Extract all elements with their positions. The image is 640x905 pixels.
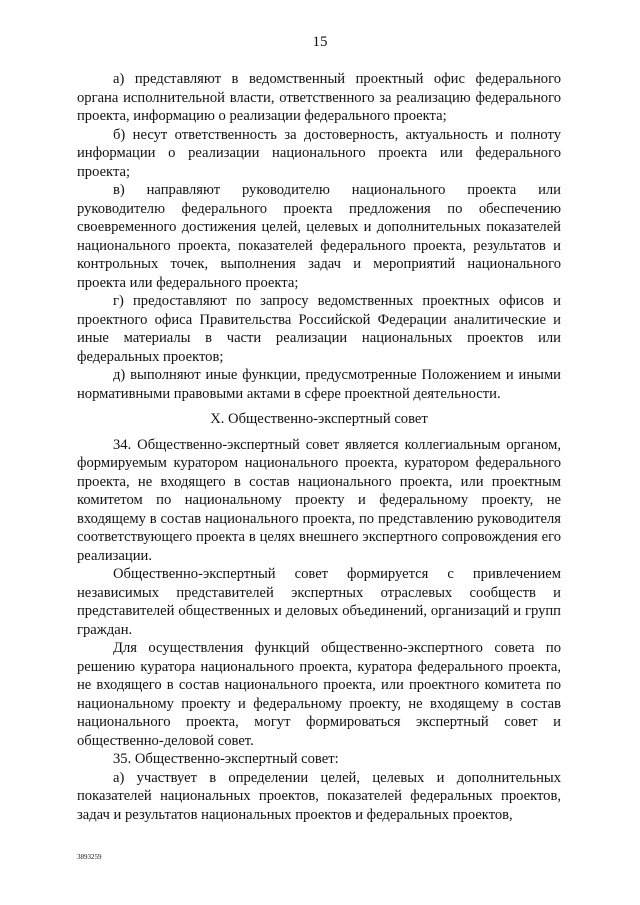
paragraph-council-functions: Для осуществления функций общественно-экспертного совета по решению куратора национального проекта, куратора федерального проекта, не входящего в состав национального проекта, или проектного комитета по национальному проекту и федеральному проекту, не входящему в состав национального проекта, могут формироваться экспертный совет и общественно-деловой совет. [77,640,561,749]
section-heading: X. Общественно-экспертный совет [210,411,428,427]
paragraph-35a-participates: а) участвует в определении целей, целевых и дополнительных показателей национальных проектов, показателей федеральных проектов, задач и результатов национальных проектов и федеральных проектов, [77,769,561,823]
paragraph-34-definition: 34. Общественно-экспертный совет является коллегиальным органом, формируемым куратором национального проекта, куратором федерального проекта, не входящего в состав национального проекта, или проектным комитетом по национальному проекту и федеральному проекту, не входящему в состав национального проекта, по представлению руководителя соответствующего проекта в целях внешнего экспертного сопровождения его реализации. [77,436,561,564]
paragraph-35-intro: 35. Общественно-экспертный совет: [113,751,339,767]
paragraph-v-proposals: в) направляют руководителю национального проекта или руководителю федерального проекта предложения по обеспечению своевременного достижения целей, целевых и дополнительных показателей национального проекта, показателей федерального проекта, результатов и контрольных точек, выполнения задач и мероприятий национального проекта или федерального проекта; [77,182,561,291]
paragraph-council-formation: Общественно-экспертный совет формируется с привлечением независимых представителей экспертных отраслевых сообществ и представителей общественных и деловых объединений, организаций и групп граждан. [77,566,561,638]
page-number: 15 [312,34,328,50]
paragraph-b-responsibility: б) несут ответственность за достоверность, актуальность и полноту информации о реализации национального проекта или федерального проекта; [77,126,561,180]
paragraph-a-represent: а) представляют в ведомственный проектный офис федерального органа исполнительной власти, ответственного за реализацию федерального проекта, информацию о реализации федерального проекта; [77,71,561,124]
paragraph-g-materials: г) предоставляют по запросу ведомственных проектных офисов и проектного офиса Правительства Российской Федерации аналитические и иные материалы в части реализации национальных проектов или федеральных проектов; [77,293,561,365]
paragraph-d-other-functions: д) выполняют иные функции, предусмотренные Положением и иными нормативными правовыми актами в сфере проектной деятельности. [77,367,561,402]
document-body [77,70,561,824]
document-code: 3893259 [77,853,102,861]
